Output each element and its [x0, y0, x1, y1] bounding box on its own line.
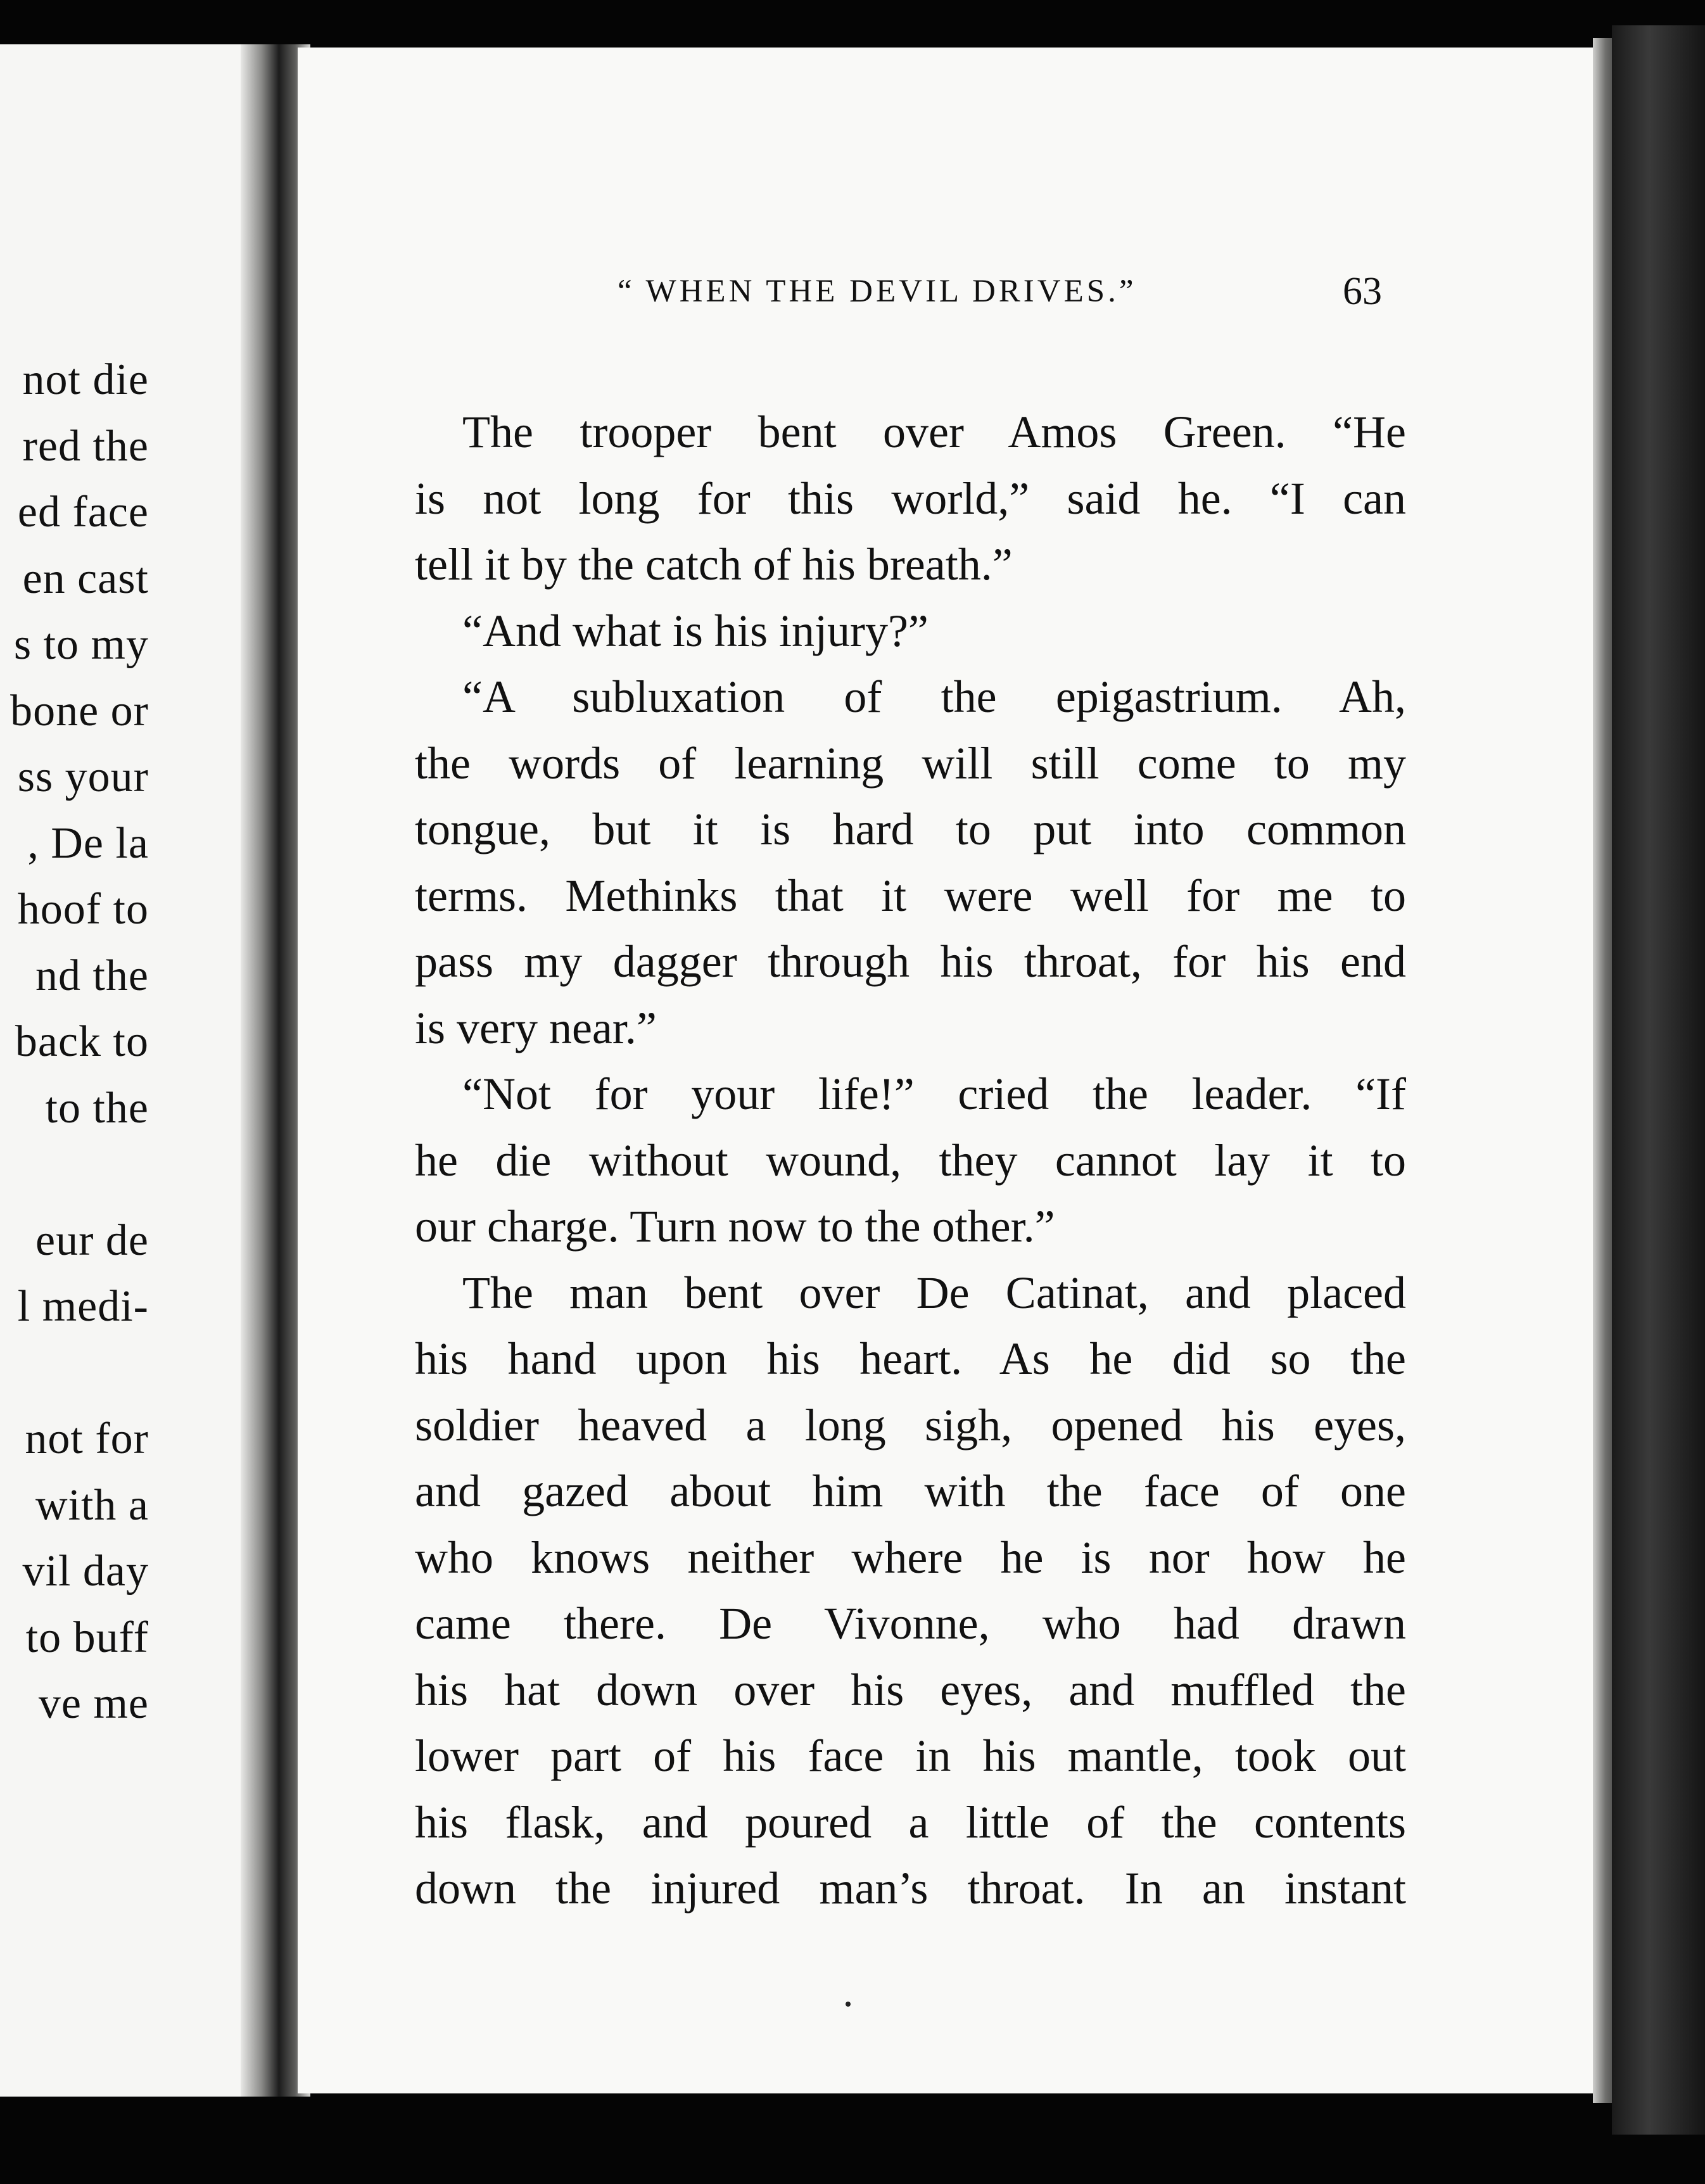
- text-line: terms. Methinks that it were well for me to: [415, 870, 1406, 921]
- text-line: pass my dagger through his throat, for his end: [415, 936, 1406, 987]
- facing-page-line: vil day: [22, 1547, 149, 1596]
- facing-page: [0, 44, 253, 2097]
- text-line: The man bent over De Catinat, and placed: [462, 1267, 1406, 1318]
- text-line: tell it by the catch of his breath.”: [415, 539, 1013, 590]
- facing-page-line: to buff: [25, 1613, 149, 1662]
- facing-page-line: hoof to: [17, 885, 149, 934]
- facing-page-line: l medi-: [17, 1282, 149, 1331]
- facing-page-line: eur de: [35, 1216, 149, 1265]
- facing-page-line: not for: [25, 1414, 149, 1463]
- text-line: is not long for this world,” said he. “I can: [415, 473, 1406, 524]
- facing-page-line: back to: [15, 1017, 149, 1066]
- ink-speck: [846, 2002, 851, 2007]
- text-line: “A subluxation of the epigastrium. Ah,: [462, 671, 1406, 722]
- facing-page-line: bone or: [10, 686, 149, 735]
- text-line: came there. De Vivonne, who had drawn: [415, 1598, 1406, 1649]
- facing-page-line: , De la: [27, 818, 149, 868]
- text-line: The trooper bent over Amos Green. “He: [462, 407, 1406, 457]
- facing-page-line: with a: [35, 1480, 149, 1530]
- main-page: [298, 48, 1593, 2093]
- text-line: and gazed about him with the face of one: [415, 1466, 1406, 1516]
- facing-page-line: red the: [22, 421, 149, 471]
- text-line: who knows neither where he is nor how he: [415, 1532, 1406, 1583]
- running-head: [298, 266, 1593, 317]
- facing-page-line: not die: [22, 355, 149, 404]
- facing-page-line: nd the: [35, 951, 149, 1000]
- book-cover: [1612, 25, 1705, 2135]
- body-text: [415, 399, 1406, 1922]
- text-line: he die without wound, they cannot lay it to: [415, 1134, 1406, 1186]
- facing-page-line: ve me: [38, 1679, 149, 1728]
- text-line: his hat down over his eyes, and muffled the: [415, 1664, 1406, 1715]
- facing-page-line: ed face: [17, 488, 149, 536]
- text-line: tongue, but it is hard to put into common: [415, 804, 1406, 854]
- page-number: 63: [1343, 270, 1382, 313]
- facing-page-line: s to my: [13, 620, 149, 669]
- text-line: down the injured man’s throat. In an instant: [415, 1863, 1406, 1914]
- text-line: our charge. Turn now to the other.”: [415, 1201, 1055, 1252]
- text-line: is very near.”: [415, 1002, 657, 1053]
- text-line: his hand upon his heart. As he did so the: [415, 1333, 1406, 1384]
- facing-page-line: en cast: [22, 554, 149, 603]
- text-line: “Not for your life!” cried the leader. “If: [462, 1069, 1406, 1119]
- facing-page-line: to the: [45, 1083, 149, 1133]
- text-line: the words of learning will still come to my: [415, 737, 1406, 789]
- text-line: soldier heaved a long sigh, opened his eyes,: [415, 1399, 1406, 1451]
- running-title: “ WHEN THE DEVIL DRIVES.”: [618, 274, 1137, 309]
- facing-page-line: ss your: [17, 752, 149, 801]
- text-line: lower part of his face in his mantle, took out: [415, 1730, 1406, 1781]
- text-line: his flask, and poured a little of the contents: [415, 1796, 1406, 1848]
- text-line: “And what is his injury?”: [462, 605, 929, 656]
